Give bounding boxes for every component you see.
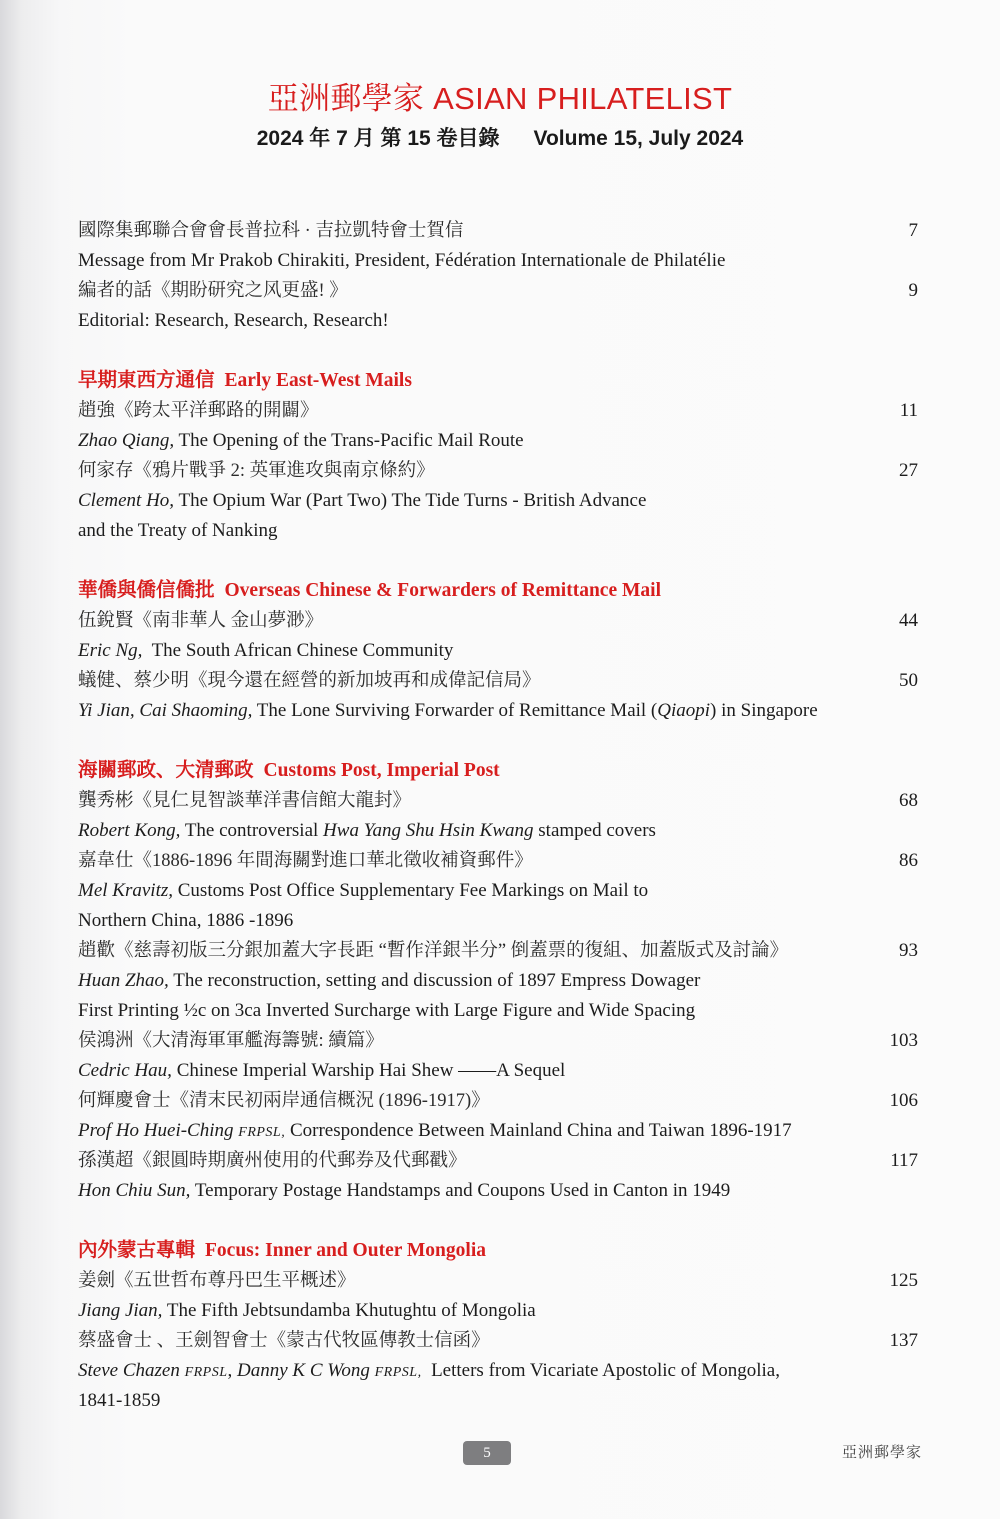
page-number: 137: [889, 1330, 918, 1351]
honor: FRPSL,: [238, 1125, 286, 1140]
honor: FRPSL,: [374, 1365, 422, 1380]
spacer: [78, 546, 918, 576]
toc-entry-zh[interactable]: 何家存《鴉片戰爭 2: 英軍進攻與南京條約》 27: [78, 456, 918, 486]
toc-entry-zh[interactable]: 孫漢超《銀圓時期廣州使用的代郵券及代郵戳》 117: [78, 1146, 918, 1176]
section-heading-mongolia: 內外蒙古專輯 Focus: Inner and Outer Mongolia: [78, 1240, 486, 1261]
toc-entry-en-cont: Northern China, 1886 -1896: [78, 910, 294, 931]
page-number: 9: [908, 280, 918, 301]
page-number: 117: [890, 1150, 918, 1171]
toc-entry-en: Yi Jian, Cai Shaoming, The Lone Surviving Forwarder of Remittance Mail (Qiaopi) in Singapore: [78, 700, 818, 721]
footer-magazine-name: 亞洲郵學家: [841, 1445, 922, 1461]
author: Jiang Jian,: [78, 1300, 163, 1321]
toc-entry-zh[interactable]: 侯鴻洲《大清海軍軍艦海籌號: 續篇》 103: [78, 1026, 918, 1056]
page-number: 93: [899, 940, 918, 961]
page-number: 44: [899, 610, 918, 631]
toc-entry-en: Cedric Hau, Chinese Imperial Warship Hai Shew ——A Sequel: [78, 1060, 566, 1081]
page-number-badge: 5: [463, 1441, 511, 1465]
author: Cedric Hau,: [78, 1060, 172, 1081]
toc-entry-zh[interactable]: 蟻健、蔡少明《現今還在經營的新加坡再和成偉記信局》 50: [78, 666, 918, 696]
author: Hon Chiu Sun,: [78, 1180, 191, 1201]
toc-entry-zh[interactable]: 姜劍《五世哲布尊丹巴生平概述》 125: [78, 1266, 918, 1296]
toc-entry-zh[interactable]: 趙強《跨太平洋郵路的開闢》 11: [78, 396, 918, 426]
honor: FRPSL: [184, 1365, 228, 1380]
page-number: 86: [899, 850, 918, 871]
author: Robert Kong,: [78, 820, 181, 841]
toc-entry-en: Clement Ho, The Opium War (Part Two) The Tide Turns - British Advance: [78, 490, 647, 511]
author: Steve Chazen: [78, 1360, 180, 1381]
toc-entry-zh[interactable]: 伍銳賢《南非華人 金山夢渺》 44: [78, 606, 918, 636]
section-heading-customs-post: 海關郵政、大清郵政 Customs Post, Imperial Post: [78, 760, 500, 781]
author: Mel Kravitz,: [78, 880, 173, 901]
page-number: 103: [889, 1030, 918, 1051]
toc-entry-en: Steve Chazen FRPSL, Danny K C Wong FRPSL, Letters from Vicariate Apostolic of Mongolia,: [78, 1360, 780, 1381]
toc-entry-zh[interactable]: 蔡盛會士 、王劍智會士《蒙古代牧區傳教士信函》 137: [78, 1326, 918, 1356]
section-heading-early-east-west: 早期東西方通信 Early East-West Mails: [78, 370, 412, 391]
toc-entry-en: Message from Mr Prakob Chirakiti, President, Fédération Internationale de Philatélie: [78, 250, 726, 271]
toc-entry-zh[interactable]: 嘉韋仕《1886-1896 年間海關對進口華北徵收補資郵件》 86: [78, 846, 918, 876]
toc-entry-en: Mel Kravitz, Customs Post Office Supplementary Fee Markings on Mail to: [78, 880, 649, 901]
spacer: [78, 726, 918, 756]
author: Yi Jian, Cai Shaoming,: [78, 700, 253, 721]
author: Prof Ho Huei-Ching: [78, 1120, 234, 1141]
page-number: 27: [899, 460, 918, 481]
spacer: [78, 336, 918, 366]
author: Clement Ho,: [78, 490, 175, 511]
author: Eric Ng,: [78, 640, 143, 661]
toc-entry-en-cont: and the Treaty of Nanking: [78, 520, 278, 541]
toc-entry-en: Prof Ho Huei-Ching FRPSL, Correspondence Between Mainland China and Taiwan 1896-1917: [78, 1120, 792, 1141]
toc-entry-en: Eric Ng, The South African Chinese Community: [78, 640, 454, 661]
page-number: 68: [899, 790, 918, 811]
author: Huan Zhao,: [78, 970, 169, 991]
section-heading-overseas-chinese: 華僑與僑信僑批 Overseas Chinese & Forwarders of Remittance Mail: [78, 580, 661, 601]
toc-entry-zh[interactable]: 編者的話《期盼研究之风更盛! 》 9: [78, 276, 918, 306]
page-number: 11: [899, 400, 918, 421]
author: Danny K C Wong: [237, 1360, 370, 1381]
toc-entry-zh[interactable]: 趙歡《慈壽初版三分銀加蓋大字長距 “暫作洋銀半分” 倒蓋票的復組、加蓋版式及討論》 93: [78, 936, 918, 966]
author: Zhao Qiang,: [78, 430, 175, 451]
toc-entry-en-cont: First Printing ½c on 3ca Inverted Surcharge with Large Figure and Wide Spacing: [78, 1000, 696, 1021]
page-number: 7: [908, 220, 918, 241]
page-number: 50: [899, 670, 918, 691]
toc-entry-en: Hon Chiu Sun, Temporary Postage Handstamps and Coupons Used in Canton in 1949: [78, 1180, 731, 1201]
table-of-contents: [78, 216, 918, 1416]
toc-entry-zh[interactable]: 何輝慶會士《清末民初兩岸通信概況 (1896-1917)》 106: [78, 1086, 918, 1116]
toc-entry-zh[interactable]: 龔秀彬《見仁見智談華洋書信館大龍封》 68: [78, 786, 918, 816]
toc-entry-en: Jiang Jian, The Fifth Jebtsundamba Khutughtu of Mongolia: [78, 1300, 536, 1321]
spacer: [78, 1206, 918, 1236]
toc-entry-en-cont: 1841-1859: [78, 1390, 161, 1411]
toc-entry-en: Huan Zhao, The reconstruction, setting and discussion of 1897 Empress Dowager: [78, 970, 701, 991]
magazine-title: 亞洲郵學家 ASIAN PHILATELIST: [267, 81, 733, 116]
issue-subtitle-zh: 2024 年 7 月 第 15 卷目錄: [256, 127, 500, 150]
issue-subtitle: [0, 122, 1000, 152]
toc-entry-zh[interactable]: 國際集郵聯合會會長普拉科 · 吉拉凱特會士賀信 7: [78, 216, 918, 246]
toc-entry-en: Editorial: Research, Research, Research!: [78, 310, 389, 331]
page-number: 106: [889, 1090, 918, 1111]
page-number: 125: [889, 1270, 918, 1291]
toc-entry-en: Zhao Qiang, The Opening of the Trans-Pacific Mail Route: [78, 430, 524, 451]
toc-entry-en: Robert Kong, The controversial Hwa Yang Shu Hsin Kwang stamped covers: [78, 820, 656, 841]
issue-subtitle-en: Volume 15, July 2024: [533, 127, 744, 150]
